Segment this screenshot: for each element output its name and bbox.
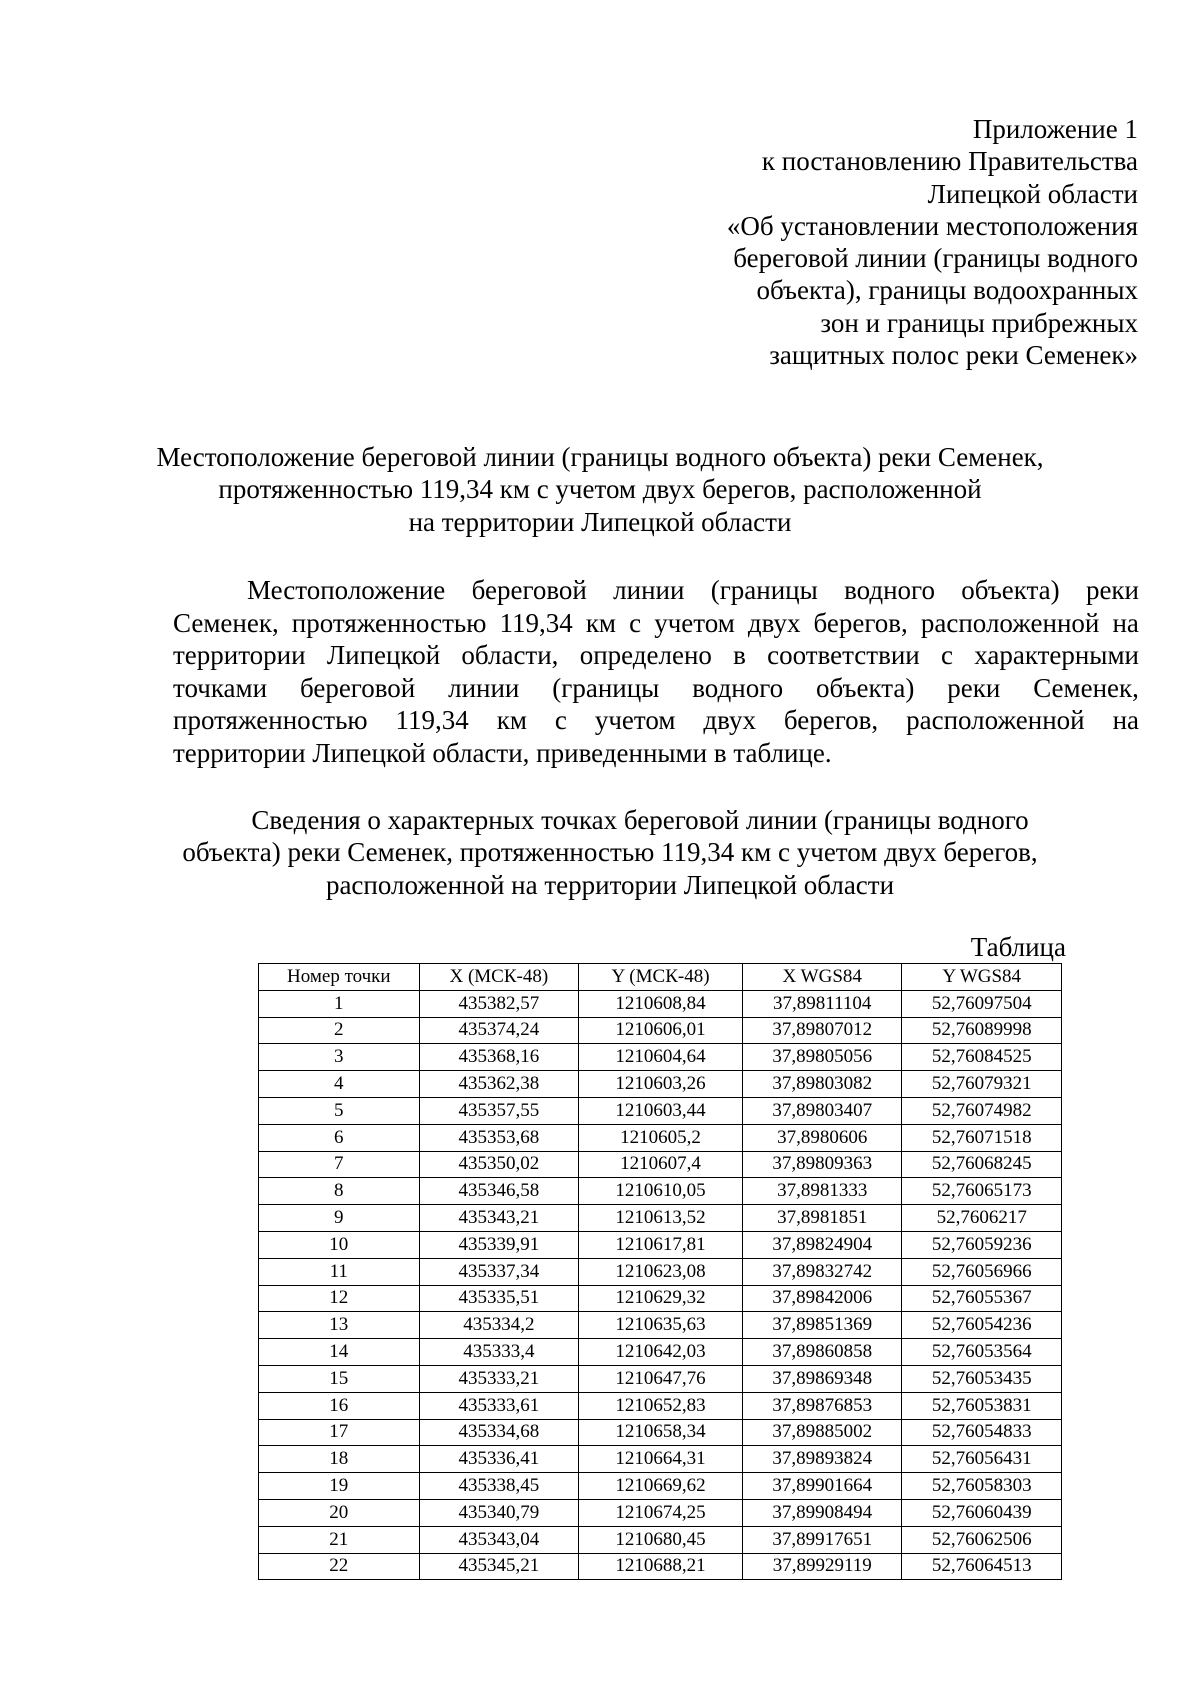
cell-x-wgs84: 37,89824904 bbox=[742, 1231, 902, 1258]
cell-x-msk48: 435334,2 bbox=[419, 1312, 579, 1339]
body-word: береговой bbox=[299, 672, 416, 703]
body-word: км bbox=[585, 607, 617, 638]
cell-y-wgs84: 52,76089998 bbox=[902, 1017, 1062, 1044]
cell-x-wgs84: 37,89811104 bbox=[742, 990, 902, 1017]
cell-y-msk48: 1210680,45 bbox=[579, 1526, 743, 1553]
body-word: точками bbox=[173, 672, 268, 703]
body-word: 119,34 bbox=[395, 705, 469, 735]
cell-y-msk48: 1210603,44 bbox=[579, 1097, 743, 1124]
cell-y-wgs84: 52,76054236 bbox=[902, 1312, 1062, 1339]
table-row bbox=[259, 1473, 1062, 1500]
table-row bbox=[259, 1312, 1062, 1339]
body-word: протяженностью bbox=[291, 607, 487, 638]
cell-x-wgs84: 37,8980606 bbox=[742, 1124, 902, 1151]
table-row bbox=[259, 1124, 1062, 1151]
cell-y-msk48: 1210623,08 bbox=[579, 1258, 743, 1285]
body-line bbox=[173, 574, 1139, 607]
cell-y-wgs84: 52,76056966 bbox=[902, 1258, 1062, 1285]
cell-y-wgs84: 52,76064513 bbox=[902, 1553, 1062, 1580]
body-line bbox=[173, 639, 1139, 672]
cell-y-wgs84: 52,76053564 bbox=[902, 1339, 1062, 1366]
cell-point-number: 1 bbox=[259, 990, 420, 1017]
body-word: расположенной bbox=[920, 607, 1100, 638]
title-line: протяженностью 119,34 км с учетом двух берегов, расположенной bbox=[218, 474, 982, 505]
cell-point-number: 17 bbox=[259, 1419, 420, 1446]
cell-x-msk48: 435362,38 bbox=[419, 1071, 579, 1098]
cell-x-wgs84: 37,89805056 bbox=[742, 1044, 902, 1071]
cell-y-wgs84: 52,76060439 bbox=[902, 1499, 1062, 1526]
cell-x-msk48: 435368,16 bbox=[419, 1044, 579, 1071]
cell-y-msk48: 1210606,01 bbox=[579, 1017, 743, 1044]
cell-x-msk48: 435346,58 bbox=[419, 1178, 579, 1205]
cell-x-wgs84: 37,89832742 bbox=[742, 1258, 902, 1285]
body-word: территории bbox=[173, 640, 306, 670]
cell-x-wgs84: 37,89807012 bbox=[742, 1017, 902, 1044]
table-label: Таблица bbox=[970, 932, 1066, 962]
appendix-line: объекта), границы водоохранных bbox=[756, 275, 1138, 306]
cell-x-msk48: 435353,68 bbox=[419, 1124, 579, 1151]
cell-y-wgs84: 52,76053435 bbox=[902, 1365, 1062, 1392]
body-word: Семенек, bbox=[173, 607, 279, 638]
body-word: с bbox=[629, 607, 642, 638]
cell-x-msk48: 435335,51 bbox=[419, 1285, 579, 1312]
cell-point-number: 19 bbox=[259, 1473, 420, 1500]
cell-x-wgs84: 37,89876853 bbox=[742, 1392, 902, 1419]
cell-y-msk48: 1210607,4 bbox=[579, 1151, 743, 1178]
cell-x-wgs84: 37,89803082 bbox=[742, 1071, 902, 1098]
cell-y-msk48: 1210608,84 bbox=[579, 990, 743, 1017]
cell-y-msk48: 1210669,62 bbox=[579, 1473, 743, 1500]
body-word: берегов, bbox=[783, 705, 879, 735]
body-word: на bbox=[1112, 607, 1139, 638]
cell-point-number: 20 bbox=[259, 1499, 420, 1526]
cell-y-wgs84: 52,76055367 bbox=[902, 1285, 1062, 1312]
cell-y-msk48: 1210664,31 bbox=[579, 1446, 743, 1473]
table-row bbox=[259, 1526, 1062, 1553]
cell-x-msk48: 435382,57 bbox=[419, 990, 579, 1017]
cell-point-number: 13 bbox=[259, 1312, 420, 1339]
column-header-y-wgs84: Y WGS84 bbox=[902, 964, 1062, 991]
cell-y-wgs84: 52,76053831 bbox=[902, 1392, 1062, 1419]
cell-point-number: 8 bbox=[259, 1178, 420, 1205]
body-word: линии bbox=[448, 672, 520, 703]
body-word: расположенной bbox=[906, 705, 1085, 735]
table-row bbox=[259, 1017, 1062, 1044]
cell-point-number: 10 bbox=[259, 1231, 420, 1258]
cell-point-number: 18 bbox=[259, 1446, 420, 1473]
cell-y-wgs84: 52,76056431 bbox=[902, 1446, 1062, 1473]
cell-point-number: 4 bbox=[259, 1071, 420, 1098]
table-row bbox=[259, 1365, 1062, 1392]
cell-x-msk48: 435343,21 bbox=[419, 1205, 579, 1232]
cell-x-msk48: 435374,24 bbox=[419, 1017, 579, 1044]
table-row bbox=[259, 1553, 1062, 1580]
column-header-point-number: Номер точки bbox=[259, 964, 420, 991]
body-word: определено bbox=[579, 640, 712, 670]
body-line bbox=[173, 607, 1139, 640]
cell-y-wgs84: 52,76065173 bbox=[902, 1178, 1062, 1205]
cell-point-number: 11 bbox=[259, 1258, 420, 1285]
body-word: с bbox=[554, 705, 567, 735]
cell-x-msk48: 435337,34 bbox=[419, 1258, 579, 1285]
cell-x-wgs84: 37,89809363 bbox=[742, 1151, 902, 1178]
cell-y-wgs84: 52,7606217 bbox=[902, 1205, 1062, 1232]
body-word: области, bbox=[461, 640, 559, 670]
table-header-row bbox=[259, 964, 1062, 991]
body-word: берегов, bbox=[813, 607, 908, 638]
cell-y-msk48: 1210674,25 bbox=[579, 1499, 743, 1526]
points-table bbox=[258, 963, 1062, 1580]
body-word: Местоположение bbox=[247, 575, 446, 605]
appendix-line: «Об установлении местоположения bbox=[726, 210, 1138, 241]
body-word: береговой bbox=[471, 575, 587, 605]
body-word: протяженностью bbox=[173, 705, 368, 735]
cell-x-wgs84: 37,89803407 bbox=[742, 1097, 902, 1124]
cell-x-wgs84: 37,89929119 bbox=[742, 1553, 902, 1580]
table-row bbox=[259, 1258, 1062, 1285]
body-line bbox=[173, 704, 1139, 737]
appendix-line: к постановлению Правительства bbox=[761, 146, 1138, 177]
cell-y-wgs84: 52,76084525 bbox=[902, 1044, 1062, 1071]
cell-x-msk48: 435339,91 bbox=[419, 1231, 579, 1258]
cell-x-wgs84: 37,89869348 bbox=[742, 1365, 902, 1392]
cell-x-wgs84: 37,89885002 bbox=[742, 1419, 902, 1446]
cell-x-wgs84: 37,89851369 bbox=[742, 1312, 902, 1339]
column-header-x-wgs84: X WGS84 bbox=[742, 964, 902, 991]
appendix-line: Липецкой области bbox=[927, 178, 1138, 209]
table-row bbox=[259, 1339, 1062, 1366]
cell-y-wgs84: 52,76058303 bbox=[902, 1473, 1062, 1500]
table-caption bbox=[0, 804, 1200, 901]
cell-point-number: 5 bbox=[259, 1097, 420, 1124]
cell-y-msk48: 1210642,03 bbox=[579, 1339, 743, 1366]
cell-y-msk48: 1210635,63 bbox=[579, 1312, 743, 1339]
body-word: двух bbox=[747, 607, 801, 638]
cell-x-wgs84: 37,8981333 bbox=[742, 1178, 902, 1205]
cell-x-msk48: 435336,41 bbox=[419, 1446, 579, 1473]
cell-x-wgs84: 37,89901664 bbox=[742, 1473, 902, 1500]
appendix-line: защитных полос реки Семенек» bbox=[769, 340, 1138, 371]
body-word: учетом bbox=[654, 607, 735, 638]
body-word: (границы bbox=[552, 672, 660, 703]
cell-y-msk48: 1210617,81 bbox=[579, 1231, 743, 1258]
body-word: водного bbox=[844, 575, 935, 605]
cell-x-wgs84: 37,89893824 bbox=[742, 1446, 902, 1473]
cell-x-msk48: 435333,21 bbox=[419, 1365, 579, 1392]
body-line bbox=[173, 672, 1139, 705]
cell-x-msk48: 435343,04 bbox=[419, 1526, 579, 1553]
table-row bbox=[259, 1044, 1062, 1071]
table-row bbox=[259, 1231, 1062, 1258]
table-row bbox=[259, 1178, 1062, 1205]
cell-y-msk48: 1210613,52 bbox=[579, 1205, 743, 1232]
body-word: объекта) bbox=[815, 672, 915, 703]
cell-point-number: 14 bbox=[259, 1339, 420, 1366]
cell-x-msk48: 435357,55 bbox=[419, 1097, 579, 1124]
body-word: с bbox=[940, 640, 953, 670]
cell-x-msk48: 435350,02 bbox=[419, 1151, 579, 1178]
table-row bbox=[259, 1151, 1062, 1178]
table-row bbox=[259, 1285, 1062, 1312]
cell-y-wgs84: 52,76062506 bbox=[902, 1526, 1062, 1553]
caption-line: Сведения о характерных точках береговой линии (границы водного bbox=[251, 805, 1029, 835]
body-paragraph bbox=[173, 574, 1139, 769]
body-word: реки bbox=[947, 672, 1001, 703]
body-word: 119,34 bbox=[499, 607, 573, 638]
table-row bbox=[259, 1419, 1062, 1446]
appendix-line: зон и границы прибрежных bbox=[820, 307, 1138, 338]
table-row bbox=[259, 1499, 1062, 1526]
cell-x-wgs84: 37,89860858 bbox=[742, 1339, 902, 1366]
cell-point-number: 6 bbox=[259, 1124, 420, 1151]
body-word: учетом bbox=[594, 705, 676, 735]
table-row bbox=[259, 990, 1062, 1017]
cell-y-wgs84: 52,76054833 bbox=[902, 1419, 1062, 1446]
cell-point-number: 7 bbox=[259, 1151, 420, 1178]
cell-x-wgs84: 37,89908494 bbox=[742, 1499, 902, 1526]
caption-line: объекта) реки Семенек, протяженностью 119,34 км с учетом двух берегов, bbox=[182, 837, 1038, 868]
cell-y-msk48: 1210647,76 bbox=[579, 1365, 743, 1392]
cell-y-msk48: 1210658,34 bbox=[579, 1419, 743, 1446]
body-word: линии bbox=[613, 575, 685, 605]
cell-x-msk48: 435333,61 bbox=[419, 1392, 579, 1419]
column-header-x-msk48: X (МСК-48) bbox=[419, 964, 579, 991]
cell-y-wgs84: 52,76071518 bbox=[902, 1124, 1062, 1151]
caption-line: расположенной на территории Липецкой области bbox=[325, 869, 895, 900]
body-word: объекта) bbox=[961, 575, 1060, 605]
cell-y-wgs84: 52,76097504 bbox=[902, 990, 1062, 1017]
table-row bbox=[259, 1205, 1062, 1232]
title-line: на территории Липецкой области bbox=[408, 506, 792, 537]
cell-point-number: 9 bbox=[259, 1205, 420, 1232]
document-title bbox=[0, 441, 1200, 538]
appendix-header bbox=[618, 113, 1138, 371]
title-line: Местоположение береговой линии (границы водного объекта) реки Семенек, bbox=[156, 442, 1044, 472]
cell-x-wgs84: 37,8981851 bbox=[742, 1205, 902, 1232]
cell-y-msk48: 1210652,83 bbox=[579, 1392, 743, 1419]
table-row bbox=[259, 1446, 1062, 1473]
table-row bbox=[259, 1392, 1062, 1419]
body-word: водного bbox=[692, 672, 784, 703]
cell-point-number: 16 bbox=[259, 1392, 420, 1419]
cell-point-number: 12 bbox=[259, 1285, 420, 1312]
cell-x-msk48: 435333,4 bbox=[419, 1339, 579, 1366]
body-word: на bbox=[1112, 705, 1139, 735]
column-header-y-msk48: Y (МСК-48) bbox=[579, 964, 743, 991]
cell-point-number: 21 bbox=[259, 1526, 420, 1553]
body-word: (границы bbox=[710, 575, 818, 605]
table-row bbox=[259, 1097, 1062, 1124]
cell-x-msk48: 435338,45 bbox=[419, 1473, 579, 1500]
body-word: двух bbox=[703, 705, 756, 735]
body-word: км bbox=[496, 705, 527, 735]
cell-y-msk48: 1210629,32 bbox=[579, 1285, 743, 1312]
cell-y-wgs84: 52,76059236 bbox=[902, 1231, 1062, 1258]
cell-point-number: 15 bbox=[259, 1365, 420, 1392]
appendix-line: береговой линии (границы водного bbox=[733, 243, 1138, 274]
cell-x-wgs84: 37,89917651 bbox=[742, 1526, 902, 1553]
cell-y-msk48: 1210688,21 bbox=[579, 1553, 743, 1580]
body-word: Семенек, bbox=[1033, 672, 1139, 703]
cell-x-msk48: 435345,21 bbox=[419, 1553, 579, 1580]
body-word: в bbox=[733, 640, 746, 670]
cell-point-number: 2 bbox=[259, 1017, 420, 1044]
cell-y-msk48: 1210610,05 bbox=[579, 1178, 743, 1205]
body-word: Липецкой bbox=[326, 640, 441, 670]
body-line: территории Липецкой области, приведенными в таблице. bbox=[173, 737, 832, 768]
cell-point-number: 22 bbox=[259, 1553, 420, 1580]
cell-y-wgs84: 52,76068245 bbox=[902, 1151, 1062, 1178]
body-word: соответствии bbox=[767, 640, 920, 670]
cell-y-msk48: 1210603,26 bbox=[579, 1071, 743, 1098]
cell-y-msk48: 1210605,2 bbox=[579, 1124, 743, 1151]
cell-y-msk48: 1210604,64 bbox=[579, 1044, 743, 1071]
body-word: характерными bbox=[974, 640, 1139, 670]
body-word: реки bbox=[1085, 575, 1139, 605]
table-row bbox=[259, 1071, 1062, 1098]
cell-point-number: 3 bbox=[259, 1044, 420, 1071]
cell-x-wgs84: 37,89842006 bbox=[742, 1285, 902, 1312]
cell-y-wgs84: 52,76074982 bbox=[902, 1097, 1062, 1124]
cell-y-wgs84: 52,76079321 bbox=[902, 1071, 1062, 1098]
cell-x-msk48: 435334,68 bbox=[419, 1419, 579, 1446]
cell-x-msk48: 435340,79 bbox=[419, 1499, 579, 1526]
appendix-line: Приложение 1 bbox=[972, 114, 1138, 144]
